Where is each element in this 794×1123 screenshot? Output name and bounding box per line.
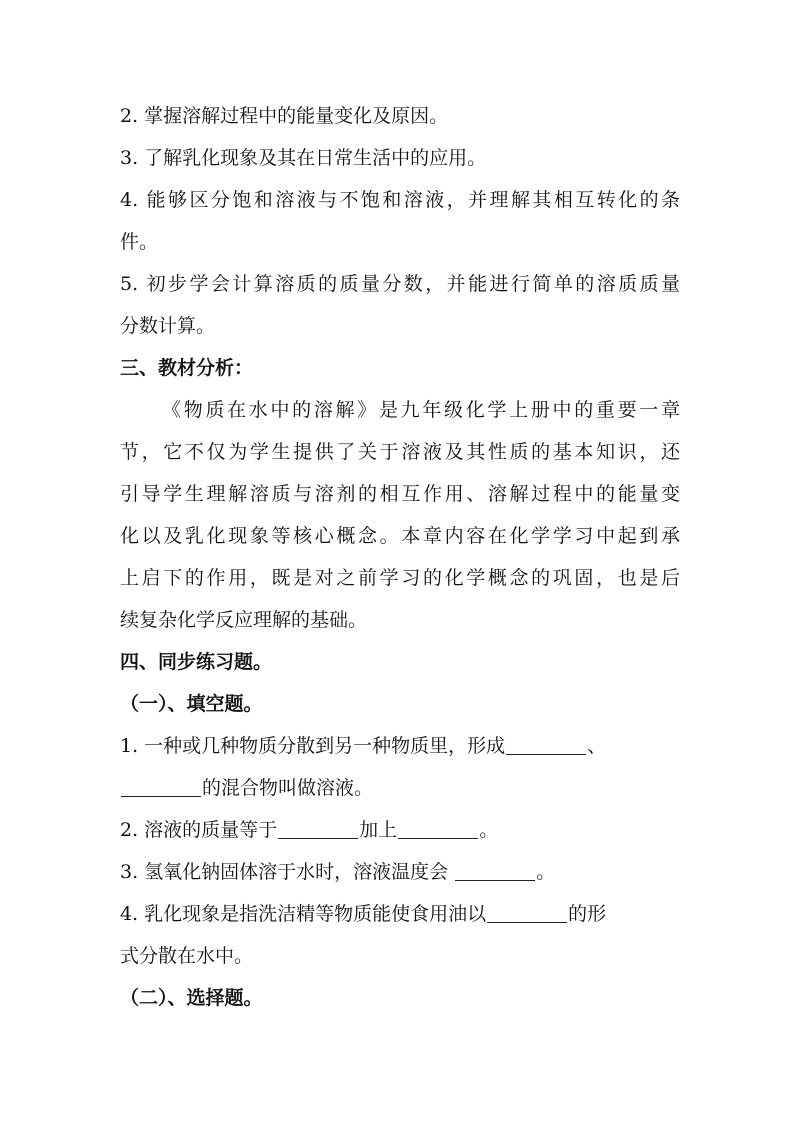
analysis-line-5: 上启下的作用，既是对之前学习的化学概念的巩固，也是后 — [120, 567, 680, 589]
question-2 — [120, 809, 680, 851]
answer-blank — [506, 735, 586, 755]
question-1-text: 1. 一种或几种物质分散到另一种物质里，形成 — [120, 735, 506, 757]
objective-5: 5. 初步学会计算溶质的质量分数，并能进行简单的溶质质量 — [120, 273, 680, 295]
question-3-end: 。 — [536, 861, 556, 883]
document-page — [120, 95, 680, 1019]
question-4-mid: 的形 — [568, 903, 607, 925]
question-1-separator: 、 — [587, 735, 607, 757]
question-4-text: 4. 乳化现象是指洗洁精等物质能使食用油以 — [120, 903, 487, 925]
section-heading-analysis: 三、教材分析： — [120, 357, 254, 379]
objective-5-cont: 分数计算。 — [120, 315, 216, 337]
section-heading-exercises: 四、同步练习题。 — [120, 651, 273, 673]
question-1-cont — [120, 767, 680, 809]
answer-blank — [455, 861, 535, 881]
objective-4-cont: 件。 — [120, 231, 159, 253]
objective-2: 2. 掌握溶解过程中的能量变化及原因。 — [120, 105, 449, 127]
objective-3: 3. 了解乳化现象及其在日常生活中的应用。 — [120, 147, 487, 169]
analysis-line-2: 节，它不仅为学生提供了关于溶液及其性质的基本知识，还 — [120, 441, 680, 463]
question-4-cont: 式分散在水中。 — [120, 945, 254, 967]
fill-blank-heading: （一）、填空题。 — [120, 693, 263, 715]
answer-blank — [121, 777, 201, 797]
question-2-text: 2. 溶液的质量等于 — [120, 819, 278, 841]
answer-blank — [278, 819, 358, 839]
question-3 — [120, 851, 680, 893]
choice-heading: （二）、选择题。 — [120, 987, 263, 1009]
objective-4: 4. 能够区分饱和溶液与不饱和溶液，并理解其相互转化的条 — [120, 189, 680, 211]
answer-blank — [487, 903, 567, 923]
question-2-mid: 加上 — [359, 819, 398, 841]
question-1 — [120, 725, 680, 767]
question-4 — [120, 893, 680, 935]
question-2-end: 。 — [479, 819, 499, 841]
question-1-text-end: 的混合物叫做溶液。 — [202, 777, 374, 799]
analysis-line-4: 化以及乳化现象等核心概念。本章内容在化学学习中起到承 — [120, 525, 680, 547]
analysis-line-6: 续复杂化学反应理解的基础。 — [120, 609, 368, 631]
answer-blank — [398, 819, 478, 839]
analysis-line-3: 引导学生理解溶质与溶剂的相互作用、溶解过程中的能量变 — [120, 483, 680, 505]
analysis-line-1: 《物质在水中的溶解》是九年级化学上册中的重要一章 — [162, 399, 680, 421]
question-3-text: 3. 氢氧化钠固体溶于水时，溶液温度会 — [120, 861, 449, 883]
